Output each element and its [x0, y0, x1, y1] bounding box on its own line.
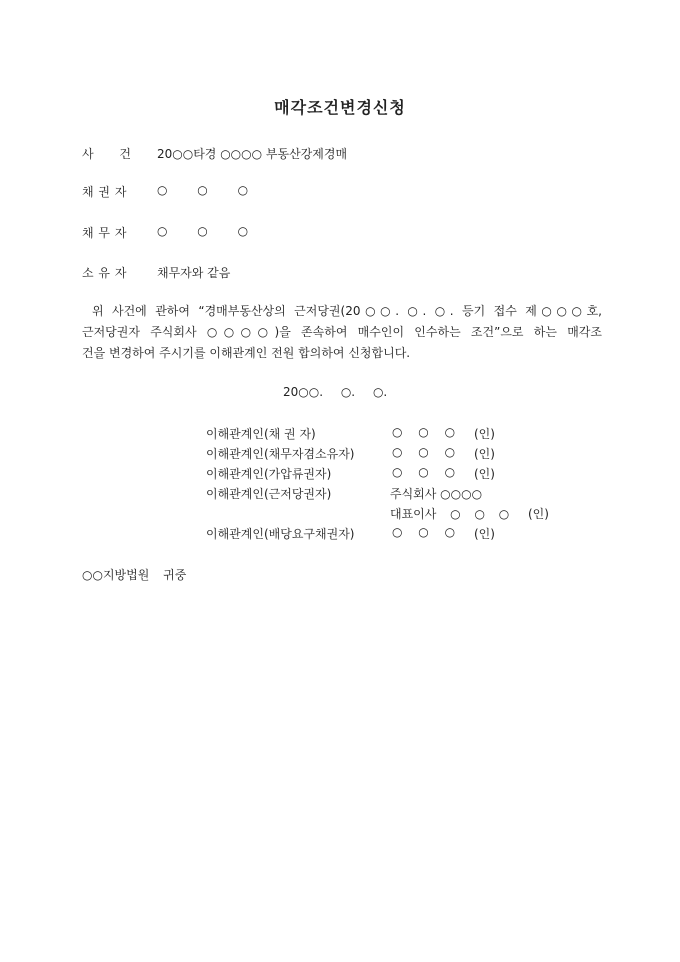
- party-row: [0, 505, 680, 525]
- party-role: 이해관계인(가압류권자): [206, 467, 332, 481]
- party-role: 이해관계인(근저당권자): [206, 487, 332, 501]
- party-role: 이해관계인(채 권 자): [206, 427, 316, 441]
- seal-mark: (인): [474, 427, 495, 441]
- case-value: 20○○타경 ○○○○ 부동산강제경매: [157, 147, 348, 161]
- party-role: 이해관계인(배당요구채권자): [206, 527, 355, 541]
- party-role: 이해관계인(채무자겸소유자): [206, 447, 355, 461]
- seal-mark: (인): [474, 527, 495, 541]
- party-row: [0, 485, 680, 505]
- owner-value: 채무자와 같음: [157, 266, 231, 280]
- request-body: [82, 301, 602, 364]
- party-row: [0, 445, 680, 465]
- party-row: [0, 525, 680, 545]
- party-name: ○ ○ ○: [392, 445, 456, 459]
- party-row: [0, 425, 680, 445]
- party-name: 대표이사 ○ ○ ○: [390, 507, 510, 521]
- party-name: ○ ○ ○: [392, 425, 456, 439]
- party-row: [0, 465, 680, 485]
- debtor-label: 채 무 자: [82, 226, 127, 240]
- body-line: 근저당권자 주식회사 ○○○○)을 존속하여 매수인이 인수하는 조건”으로 하는 매각조: [82, 325, 602, 339]
- case-label: 사 건: [82, 147, 131, 161]
- body-line: 건을 변경하여 주시기를 이해관계인 전원 합의하여 신청합니다.: [82, 346, 411, 360]
- request-date: 20○○. ○. ○.: [283, 385, 388, 399]
- party-name: ○ ○ ○: [392, 465, 456, 479]
- court-addressee: ○○지방법원 귀중: [82, 568, 187, 582]
- document-title: 매각조건변경신청: [274, 98, 406, 117]
- seal-mark: (인): [528, 507, 549, 521]
- body-line: 위 사건에 관하여 “경매부동산상의 근저당권(20○○. ○. ○. 등기 접수 제○○○호,: [92, 304, 602, 318]
- owner-label: 소 유 자: [82, 266, 127, 280]
- creditor-value: ○ ○ ○: [157, 183, 249, 197]
- creditor-label: 채 권 자: [82, 185, 127, 199]
- party-name: 주식회사 ○○○○: [390, 487, 483, 501]
- seal-mark: (인): [474, 467, 495, 481]
- party-name: ○ ○ ○: [392, 525, 456, 539]
- seal-mark: (인): [474, 447, 495, 461]
- debtor-value: ○ ○ ○: [157, 224, 249, 238]
